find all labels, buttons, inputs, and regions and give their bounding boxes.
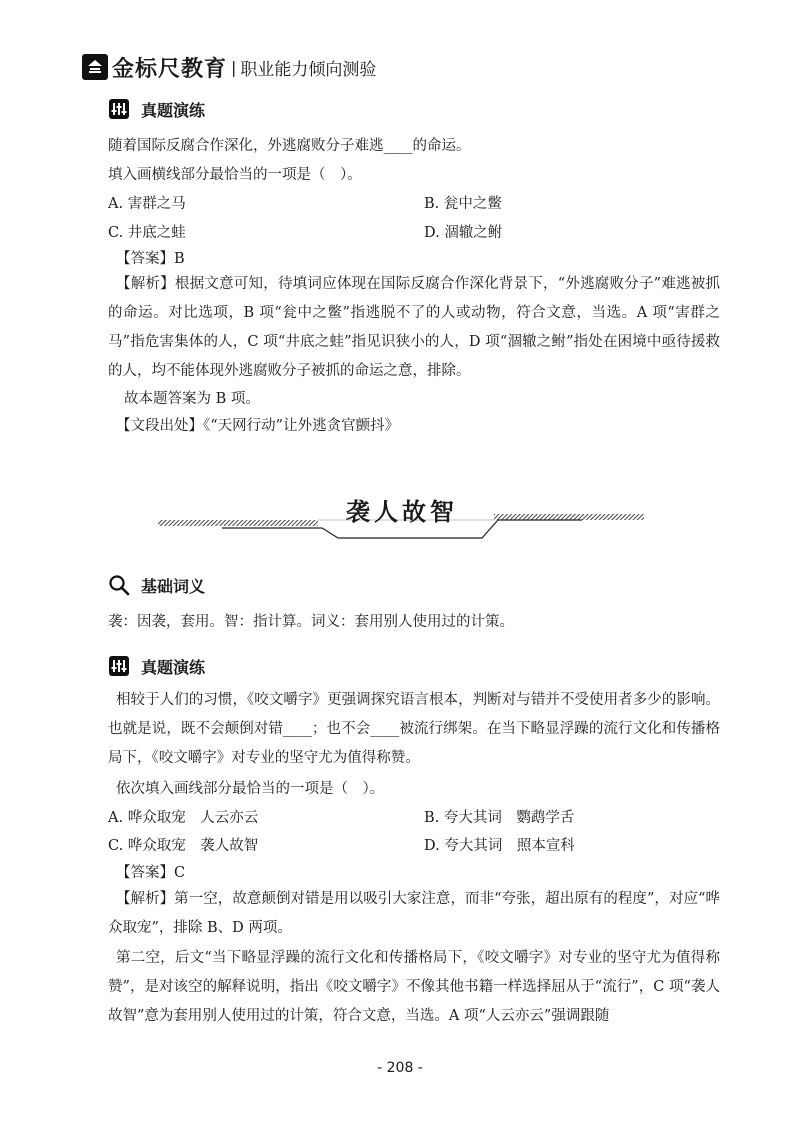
equalizer-icon (108, 98, 130, 120)
section-title-practice-2 (108, 653, 208, 679)
search-icon (108, 574, 130, 596)
analysis-paragraph: 【解析】第一空，故意颠倒对错是用以吸引大家注意，而非“夸张，超出原有的程度”，对应“哗众取宠”，排除 B、D 两项。 (108, 891, 720, 936)
section-title-vocab (108, 572, 208, 598)
header-subtitle: 职业能力倾向测验 (240, 59, 377, 80)
analysis-paragraph-continued: 第二空，后文“当下略显浮躁的流行文化和传播格局下，《咬文嚼字》对专业的坚守尤为值得称赞”，是对该空的解释说明，指出《咬文嚼字》不像其他书籍一样选择屈从于“流行”，C 项“袭人故智”意为套用别人使用过的计策，符合文意，当选。A 项“人云亦云”强调跟随 (108, 950, 720, 1024)
option-c: C. 井底之蛙 (108, 225, 186, 241)
brand-logo-icon (82, 54, 108, 80)
section-title-label: 真题演练 (138, 98, 208, 121)
section-title-label: 真题演练 (138, 655, 208, 678)
idiom-banner (142, 480, 662, 540)
option-d: D. 夸大其词 照本宣科 (424, 838, 575, 854)
option-d: D. 涸辙之鲋 (424, 225, 503, 241)
option-c: C. 哗众取宠 袭人故智 (108, 838, 259, 854)
answer-line: 【答案】B (116, 251, 185, 267)
brand-name: 金标尺教育 (112, 56, 228, 82)
source-line: 【文段出处】《“天网行动”让外逃贪官颤抖》 (116, 418, 400, 434)
section-title-practice-1 (108, 96, 208, 122)
idiom-title: 袭人故智 (346, 497, 458, 526)
question-text: 相较于人们的习惯，《咬文嚼字》更强调探究语言根本，判断对与错并不受使用者多少的影响。也就是说，既不会颠倒对错____；也不会____被流行绑架。在当下略显浮躁的流行文化和传播格局下，《咬文嚼字》对专业的坚守尤为值得称赞。 (108, 692, 720, 766)
option-a: A. 哗众取宠 人云亦云 (108, 810, 259, 826)
question-prompt: 依次填入画线部分最恰当的一项是（ ）。 (116, 781, 385, 797)
answer-line: 【答案】C (116, 865, 186, 881)
header-separator: | (231, 57, 237, 77)
analysis-paragraph: 【解析】根据文意可知，待填词应体现在国际反腐合作深化背景下，“外逃腐败分子”难逃被抓的命运。对比选项，B 项“瓮中之鳖”指逃脱不了的人或动物，符合文意，当选。A 项“害群之马”指危害集体的人，C 项“井底之蛙”指见识狭小的人，D 项“涸辙之鲋”指处在困境中亟待援救的人，均不能体现外逃腐败分子被抓的命运之意，排除。 (108, 276, 720, 379)
option-b: B. 瓮中之鳖 (424, 196, 502, 212)
question-prompt: 填入画横线部分最恰当的一项是（ ）。 (108, 167, 362, 183)
vocab-definition: 袭：因袭，套用。智：指计算。词义：套用别人使用过的计策。 (108, 614, 514, 630)
option-a: A. 害群之马 (108, 196, 186, 212)
header (82, 50, 376, 84)
page-number: - 208 - (377, 1060, 423, 1076)
option-b: B. 夸大其词 鹦鹉学舌 (424, 810, 575, 826)
question-text: 随着国际反腐合作深化，外逃腐败分子难逃____的命运。 (108, 138, 471, 154)
equalizer-icon (108, 655, 130, 677)
conclusion-line: 故本题答案为 B 项。 (124, 391, 260, 407)
section-title-label: 基础词义 (138, 574, 208, 597)
